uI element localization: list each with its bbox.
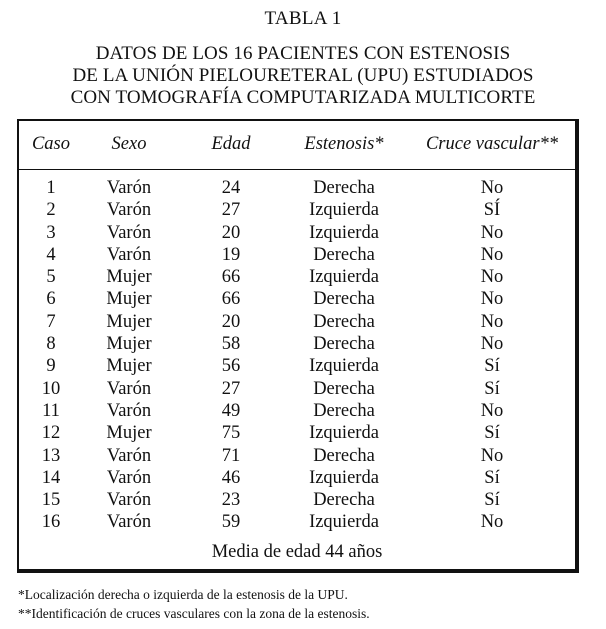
cell-edad: 49 (221, 400, 241, 421)
header-divider (19, 169, 575, 170)
cell-caso: 4 (46, 244, 56, 265)
cell-estenosis: Izquierda (309, 467, 379, 488)
cell-sexo: Mujer (106, 267, 152, 288)
footnote-1: *Localización derecha o izquierda de la estenosis de la UPU. (18, 587, 348, 602)
cell-cruce-vascular: No (480, 400, 504, 421)
column-header-caso: Caso (31, 134, 71, 154)
cell-edad: 71 (221, 445, 241, 466)
cell-cruce-vascular: Sí (484, 356, 500, 377)
cell-edad: 27 (221, 200, 241, 221)
cell-estenosis: Izquierda (309, 512, 379, 533)
cell-sexo: Varón (106, 445, 152, 466)
cell-sexo: Varón (106, 490, 152, 511)
cell-edad: 75 (221, 423, 241, 444)
table-row (19, 511, 575, 533)
cell-estenosis: Derecha (313, 378, 375, 399)
cell-cruce-vascular: Sí (484, 490, 500, 511)
cell-cruce-vascular: No (480, 289, 504, 310)
column-header-cruce-vascular: Cruce vascular** (425, 134, 559, 154)
cell-cruce-vascular: Sí (484, 378, 500, 399)
cell-caso: 3 (46, 222, 56, 243)
cell-caso: 1 (46, 178, 56, 198)
cell-estenosis: Izquierda (309, 267, 379, 288)
cell-cruce-vascular: No (480, 244, 504, 265)
cell-cruce-vascular: No (480, 512, 504, 533)
footnote-2: **Identificación de cruces vasculares con la zona de la estenosis. (18, 606, 370, 621)
table-row (19, 266, 575, 288)
table-row (19, 400, 575, 422)
cell-edad: 24 (221, 178, 241, 198)
table-row (19, 177, 575, 199)
cell-estenosis: Izquierda (309, 356, 379, 377)
cell-estenosis: Derecha (313, 178, 375, 198)
cell-sexo: Varón (106, 178, 152, 198)
cell-cruce-vascular: No (480, 222, 504, 243)
cell-estenosis: Derecha (313, 334, 375, 355)
cell-edad: 66 (221, 267, 241, 288)
table-row (19, 333, 575, 355)
cell-cruce-vascular: Sí (484, 467, 500, 488)
title-line-2: DE LA UNIÓN PIELOURETERAL (UPU) ESTUDIADOS (72, 65, 534, 86)
column-header-sexo: Sexo (111, 134, 147, 154)
cell-caso: 15 (41, 490, 61, 511)
cell-caso: 11 (42, 400, 60, 421)
column-header-edad: Edad (211, 134, 251, 154)
cell-edad: 20 (221, 222, 241, 243)
cell-sexo: Mujer (106, 334, 152, 355)
cell-edad: 19 (221, 244, 241, 265)
cell-cruce-vascular: Sí (484, 423, 500, 444)
table-row (19, 199, 575, 221)
cell-sexo: Mujer (106, 311, 152, 332)
table-row (19, 288, 575, 310)
cell-sexo: Varón (106, 200, 152, 221)
cell-estenosis: Derecha (313, 445, 375, 466)
cell-edad: 20 (221, 311, 241, 332)
title-line-1: DATOS DE LOS 16 PACIENTES CON ESTENOSIS (95, 43, 511, 64)
cell-edad: 56 (221, 356, 241, 377)
cell-sexo: Varón (106, 467, 152, 488)
title-line-3: CON TOMOGRAFÍA COMPUTARIZADA MULTICORTE (70, 87, 536, 108)
table-row (19, 422, 575, 444)
table-row (19, 355, 575, 377)
cell-sexo: Mujer (106, 289, 152, 310)
cell-cruce-vascular: No (480, 311, 504, 332)
table-row (19, 311, 575, 333)
cell-estenosis: Derecha (313, 244, 375, 265)
table-body (19, 177, 575, 534)
cell-caso: 16 (41, 512, 61, 533)
patient-table (17, 119, 579, 573)
cell-caso: 5 (46, 267, 56, 288)
table-row (19, 467, 575, 489)
footnotes (18, 585, 370, 623)
table-row (19, 244, 575, 266)
cell-caso: 10 (41, 378, 61, 399)
table-row (19, 378, 575, 400)
cell-sexo: Varón (106, 512, 152, 533)
table-title (0, 43, 606, 109)
cell-edad: 27 (221, 378, 241, 399)
cell-caso: 2 (46, 200, 56, 221)
cell-cruce-vascular: No (480, 334, 504, 355)
cell-sexo: Varón (106, 222, 152, 243)
table-header-row (19, 133, 575, 155)
cell-sexo: Varón (106, 378, 152, 399)
cell-cruce-vascular: No (480, 267, 504, 288)
cell-cruce-vascular: No (480, 178, 504, 198)
cell-estenosis: Derecha (313, 400, 375, 421)
cell-caso: 9 (46, 356, 56, 377)
cell-caso: 12 (41, 423, 61, 444)
cell-caso: 7 (46, 311, 56, 332)
cell-caso: 8 (46, 334, 56, 355)
cell-edad: 59 (221, 512, 241, 533)
cell-cruce-vascular: No (480, 445, 504, 466)
cell-estenosis: Izquierda (309, 200, 379, 221)
cell-caso: 14 (41, 467, 61, 488)
table-summary: Media de edad 44 años (211, 542, 383, 562)
table-row (19, 445, 575, 467)
table-row (19, 489, 575, 511)
cell-cruce-vascular: SÍ (483, 200, 501, 221)
cell-estenosis: Izquierda (309, 222, 379, 243)
cell-caso: 6 (46, 289, 56, 310)
cell-edad: 66 (221, 289, 241, 310)
cell-caso: 13 (41, 445, 61, 466)
cell-sexo: Varón (106, 400, 152, 421)
cell-sexo: Varón (106, 244, 152, 265)
cell-sexo: Mujer (106, 356, 152, 377)
column-header-estenosis: Estenosis* (304, 134, 384, 154)
table-label: TABLA 1 (264, 8, 342, 29)
cell-estenosis: Derecha (313, 490, 375, 511)
cell-sexo: Mujer (106, 423, 152, 444)
cell-estenosis: Derecha (313, 289, 375, 310)
cell-edad: 23 (221, 490, 241, 511)
table-row (19, 222, 575, 244)
cell-estenosis: Derecha (313, 311, 375, 332)
cell-edad: 46 (221, 467, 241, 488)
cell-estenosis: Izquierda (309, 423, 379, 444)
cell-edad: 58 (221, 334, 241, 355)
